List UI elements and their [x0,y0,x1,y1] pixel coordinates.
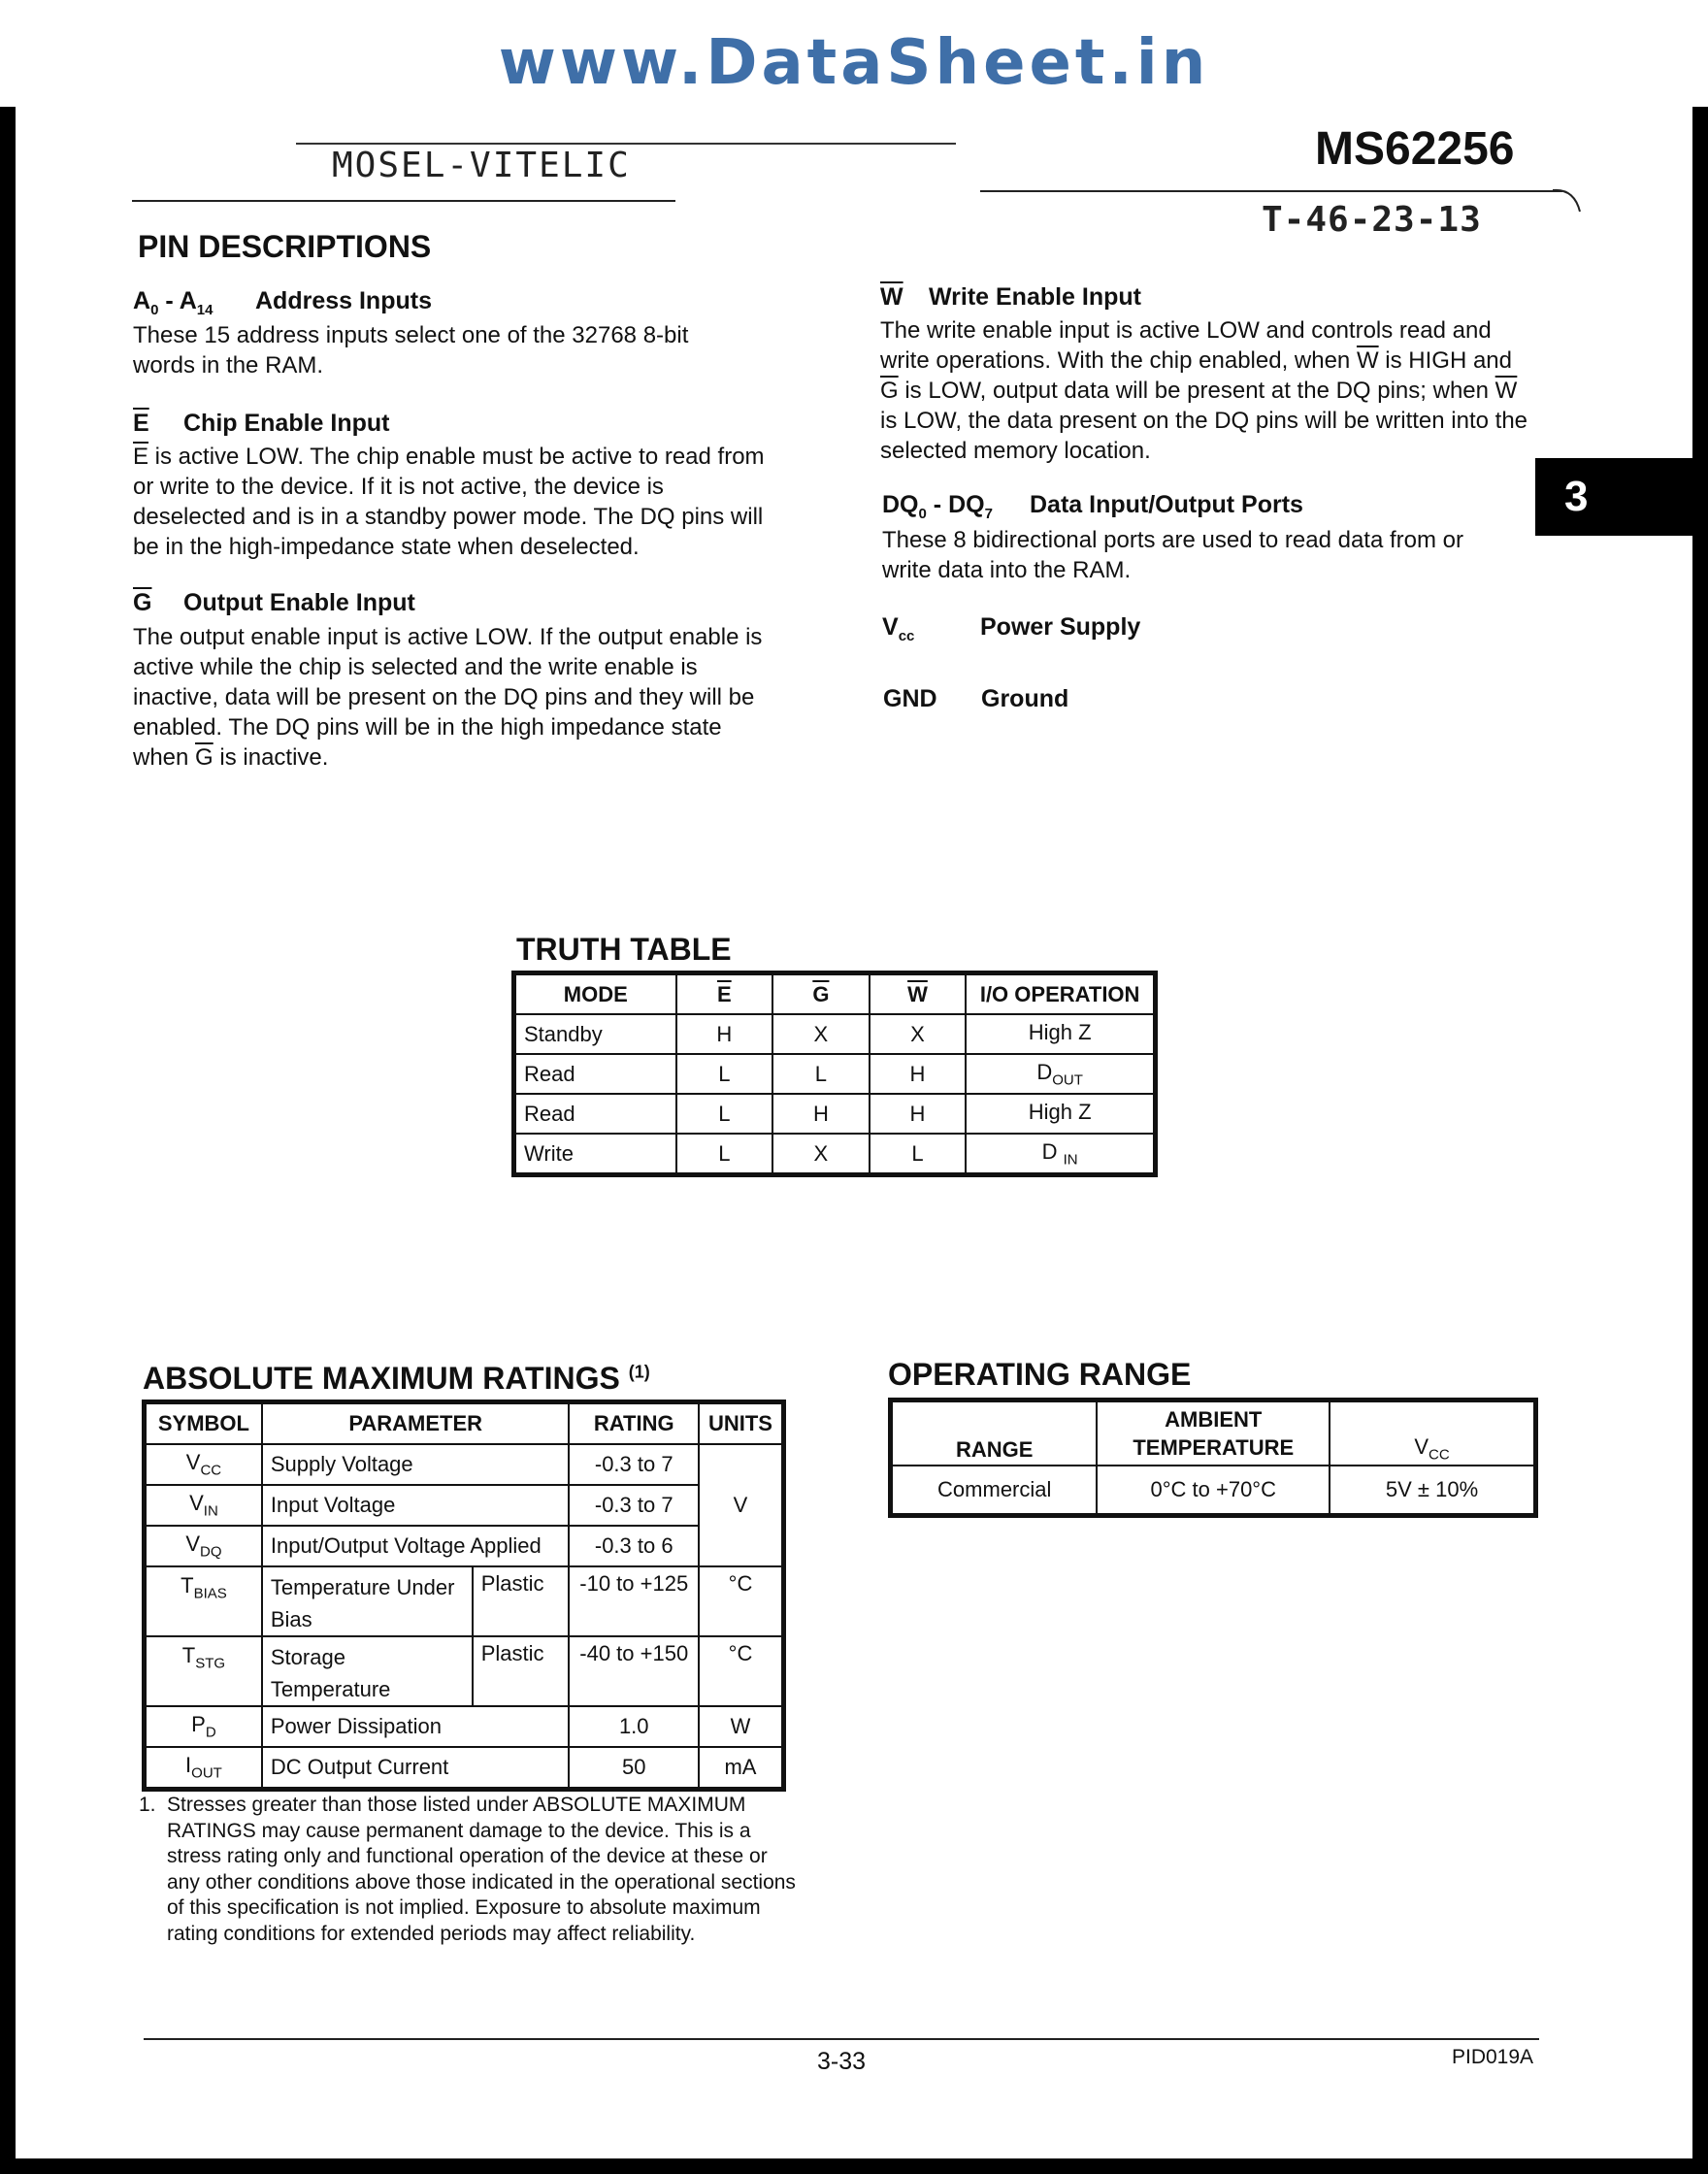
truth-cell-op: High Z [966,1094,1154,1134]
chip-enable-symbol: $\overline{E}$ [133,410,149,437]
truth-header-e: $\overline{E}$ [676,974,773,1014]
abs-header-parameter: PARAMETER [262,1403,570,1444]
abs-header-rating: RATING [569,1403,699,1444]
abs-cell-parameter: Input/Output Voltage Applied [262,1526,570,1566]
output-enable-symbol: $\overline{G}$ [133,589,152,616]
abs-cell-units-voltage: V [699,1444,782,1566]
truth-cell-g: H [772,1094,870,1134]
abs-cell-rating: -0.3 to 6 [569,1526,699,1566]
header-top-rule [296,143,956,145]
op-header-range: RANGE [892,1401,1097,1466]
truth-row [515,1014,1154,1054]
scan-edge-right [1692,107,1708,2174]
abs-cell-parameter: Supply Voltage [262,1444,570,1485]
gnd-symbol: GND [883,685,937,712]
abs-cell-units: °C [699,1636,782,1706]
abs-cell-parameter: Power Dissipation [262,1706,570,1747]
abs-cell-units: mA [699,1747,782,1788]
chip-enable-label: Chip Enable Input [183,410,390,437]
abs-cell-parameter: Storage Temperature [262,1636,473,1706]
truth-header-io: I/O OPERATION [966,974,1154,1014]
data-io-label: Data Input/Output Ports [1030,491,1303,518]
truth-cell-op: D $_{IN}$ [966,1134,1154,1173]
abs-cell-rating: -0.3 to 7 [569,1485,699,1526]
scan-edge-bottom [0,2158,1708,2174]
table-row [146,1444,782,1485]
truth-cell-w: X [870,1014,967,1054]
op-header-vcc: $V_{CC}$ [1330,1401,1534,1466]
address-description: These 15 address inputs select one of the 32768 8-bit words in the RAM. [133,322,689,379]
scan-edge-left [0,107,16,2174]
truth-header-mode: MODE [515,974,676,1014]
document-id: PID019A [1452,2046,1534,2068]
abs-cell-symbol: $I_{OUT}$ [146,1747,262,1788]
truth-cell-g: X [772,1134,870,1173]
abs-cell-symbol: $T_{STG}$ [146,1636,262,1706]
abs-cell-symbol: $V_{IN}$ [146,1485,262,1526]
truth-row [515,1094,1154,1134]
op-header-temperature: AMBIENT TEMPERATURE [1097,1401,1330,1466]
truth-cell-op: $D_{OUT}$ [966,1054,1154,1094]
output-enable-label: Output Enable Input [183,589,415,616]
abs-cell-symbol: $V_{DQ}$ [146,1526,262,1566]
abs-cell-symbol: $P_D$ [146,1706,262,1747]
output-enable-description: The output enable input is active LOW. If the output enable is active while the chip is selected and the write enable is inactive, data will be present on the DQ pins and they will be enabled. The DQ pins will be in the high impedance state when $\overline{G}$ is inactive. [133,624,763,771]
abs-cell-package: Plastic [473,1636,570,1706]
operating-range-title: OPERATING RANGE [888,1357,1192,1392]
footnote-number: 1. [139,1794,156,1816]
truth-cell-w: H [870,1094,967,1134]
abs-cell-parameter: Input Voltage [262,1485,570,1526]
abs-cell-symbol: $T_{BIAS}$ [146,1566,262,1636]
address-symbol: $A_0 - A_{14}$ [133,287,214,318]
write-enable-heading [880,283,1141,312]
watermark: www.DataSheet.in [498,27,1210,99]
abs-header-symbol: SYMBOL [146,1403,262,1444]
header-rule-curl [1553,184,1592,223]
vcc-symbol: $V_{cc}$ [882,613,915,644]
truth-cell-e: L [676,1134,773,1173]
abs-header-units: UNITS [699,1403,782,1444]
footer-rule [144,2038,1539,2040]
pin-descriptions-title: PIN DESCRIPTIONS [138,229,432,264]
footnote-text: Stresses greater than those listed under ABSOLUTE MAXIMUM RATINGS may cause permanent damage to the device. This is a stress rating only and functional operation of the device at these or any other conditions above those indicated in the operational sections of this specification is not implied. Exposure to absolute maximum rating conditions for extended periods may affect reliability. [167,1794,796,1945]
op-cell-temp: 0°C to +70°C [1097,1466,1330,1514]
truth-cell-mode: Read [515,1054,676,1094]
truth-cell-w: L [870,1134,967,1173]
data-io-description: These 8 bidirectional ports are used to read data from or write data into the RAM. [882,527,1463,583]
truth-cell-e: H [676,1014,773,1054]
abs-cell-rating: -10 to +125 [569,1566,699,1636]
abs-cell-rating: -40 to +150 [569,1636,699,1706]
vcc-label: Power Supply [980,613,1141,641]
abs-max-table [145,1402,783,1789]
truth-cell-g: L [772,1054,870,1094]
table-row [892,1466,1534,1514]
table-row [146,1706,782,1747]
truth-cell-e: L [676,1094,773,1134]
table-row [146,1566,782,1636]
header-rule-right [980,190,1562,192]
table-row [146,1526,782,1566]
gnd-label: Ground [981,685,1069,712]
abs-cell-rating: 1.0 [569,1706,699,1747]
abs-cell-rating: -0.3 to 7 [569,1444,699,1485]
operating-range-table [891,1400,1535,1515]
truth-row [515,1134,1154,1173]
chip-enable-description: $\overline{E}$ is active LOW. The chip enable must be active to read from or write to the device. If it is not active, the device is deselected and is in a standby power mode. The DQ pins will be in the high-impedance state when deselected. [133,444,765,560]
write-enable-description: The write enable input is active LOW and controls read and write operations. With the chip enabled, when $\overline{W}$ is HIGH and $\overline{G}$ is LOW, output data will be present at the DQ pins; when $\overline{W}$ is LOW, the data present on the DQ pins will be written into the selected memory location. [880,317,1528,464]
abs-cell-parameter: DC Output Current [262,1747,570,1788]
truth-cell-g: X [772,1014,870,1054]
abs-cell-package: Plastic [473,1566,570,1636]
section-tab: 3 [1535,458,1708,536]
truth-header-g: $\overline{G}$ [772,974,870,1014]
truth-cell-e: L [676,1054,773,1094]
truth-cell-mode: Read [515,1094,676,1134]
data-io-symbol: $DQ_0 - DQ_7$ [882,491,993,522]
output-enable-heading [133,589,415,617]
part-number: MS62256 [1315,123,1515,175]
truth-cell-w: H [870,1054,967,1094]
handwritten-code: T-46-23-13 [1262,200,1482,240]
page-number: 3-33 [817,2048,867,2075]
header-rule-left [132,200,675,202]
abs-cell-units: °C [699,1566,782,1636]
company-name: MOSEL-VITELIC [332,146,631,185]
table-row [146,1747,782,1788]
truth-table-title: TRUTH TABLE [516,932,732,967]
address-inputs-heading [133,287,432,318]
address-label: Address Inputs [255,287,432,314]
table-row [146,1485,782,1526]
table-row [146,1636,782,1706]
write-enable-symbol: $\overline{W}$ [880,283,903,311]
truth-table [514,973,1155,1174]
abs-cell-units: W [699,1706,782,1747]
truth-cell-op: High Z [966,1014,1154,1054]
op-cell-range: Commercial [892,1466,1097,1514]
vcc-heading [882,613,1141,644]
op-cell-vcc: 5V ± 10% [1330,1466,1534,1514]
data-io-heading [882,491,1303,522]
truth-header-w: $\overline{W}$ [870,974,967,1014]
abs-cell-rating: 50 [569,1747,699,1788]
truth-cell-mode: Standby [515,1014,676,1054]
gnd-heading [883,685,1069,713]
abs-cell-parameter: Temperature Under Bias [262,1566,473,1636]
truth-row [515,1054,1154,1094]
write-enable-label: Write Enable Input [929,283,1141,311]
chip-enable-heading [133,410,390,438]
truth-cell-mode: Write [515,1134,676,1173]
abs-cell-symbol: $V_{CC}$ [146,1444,262,1485]
abs-max-title: ABSOLUTE MAXIMUM RATINGS $^{(1)}$ [143,1361,650,1396]
